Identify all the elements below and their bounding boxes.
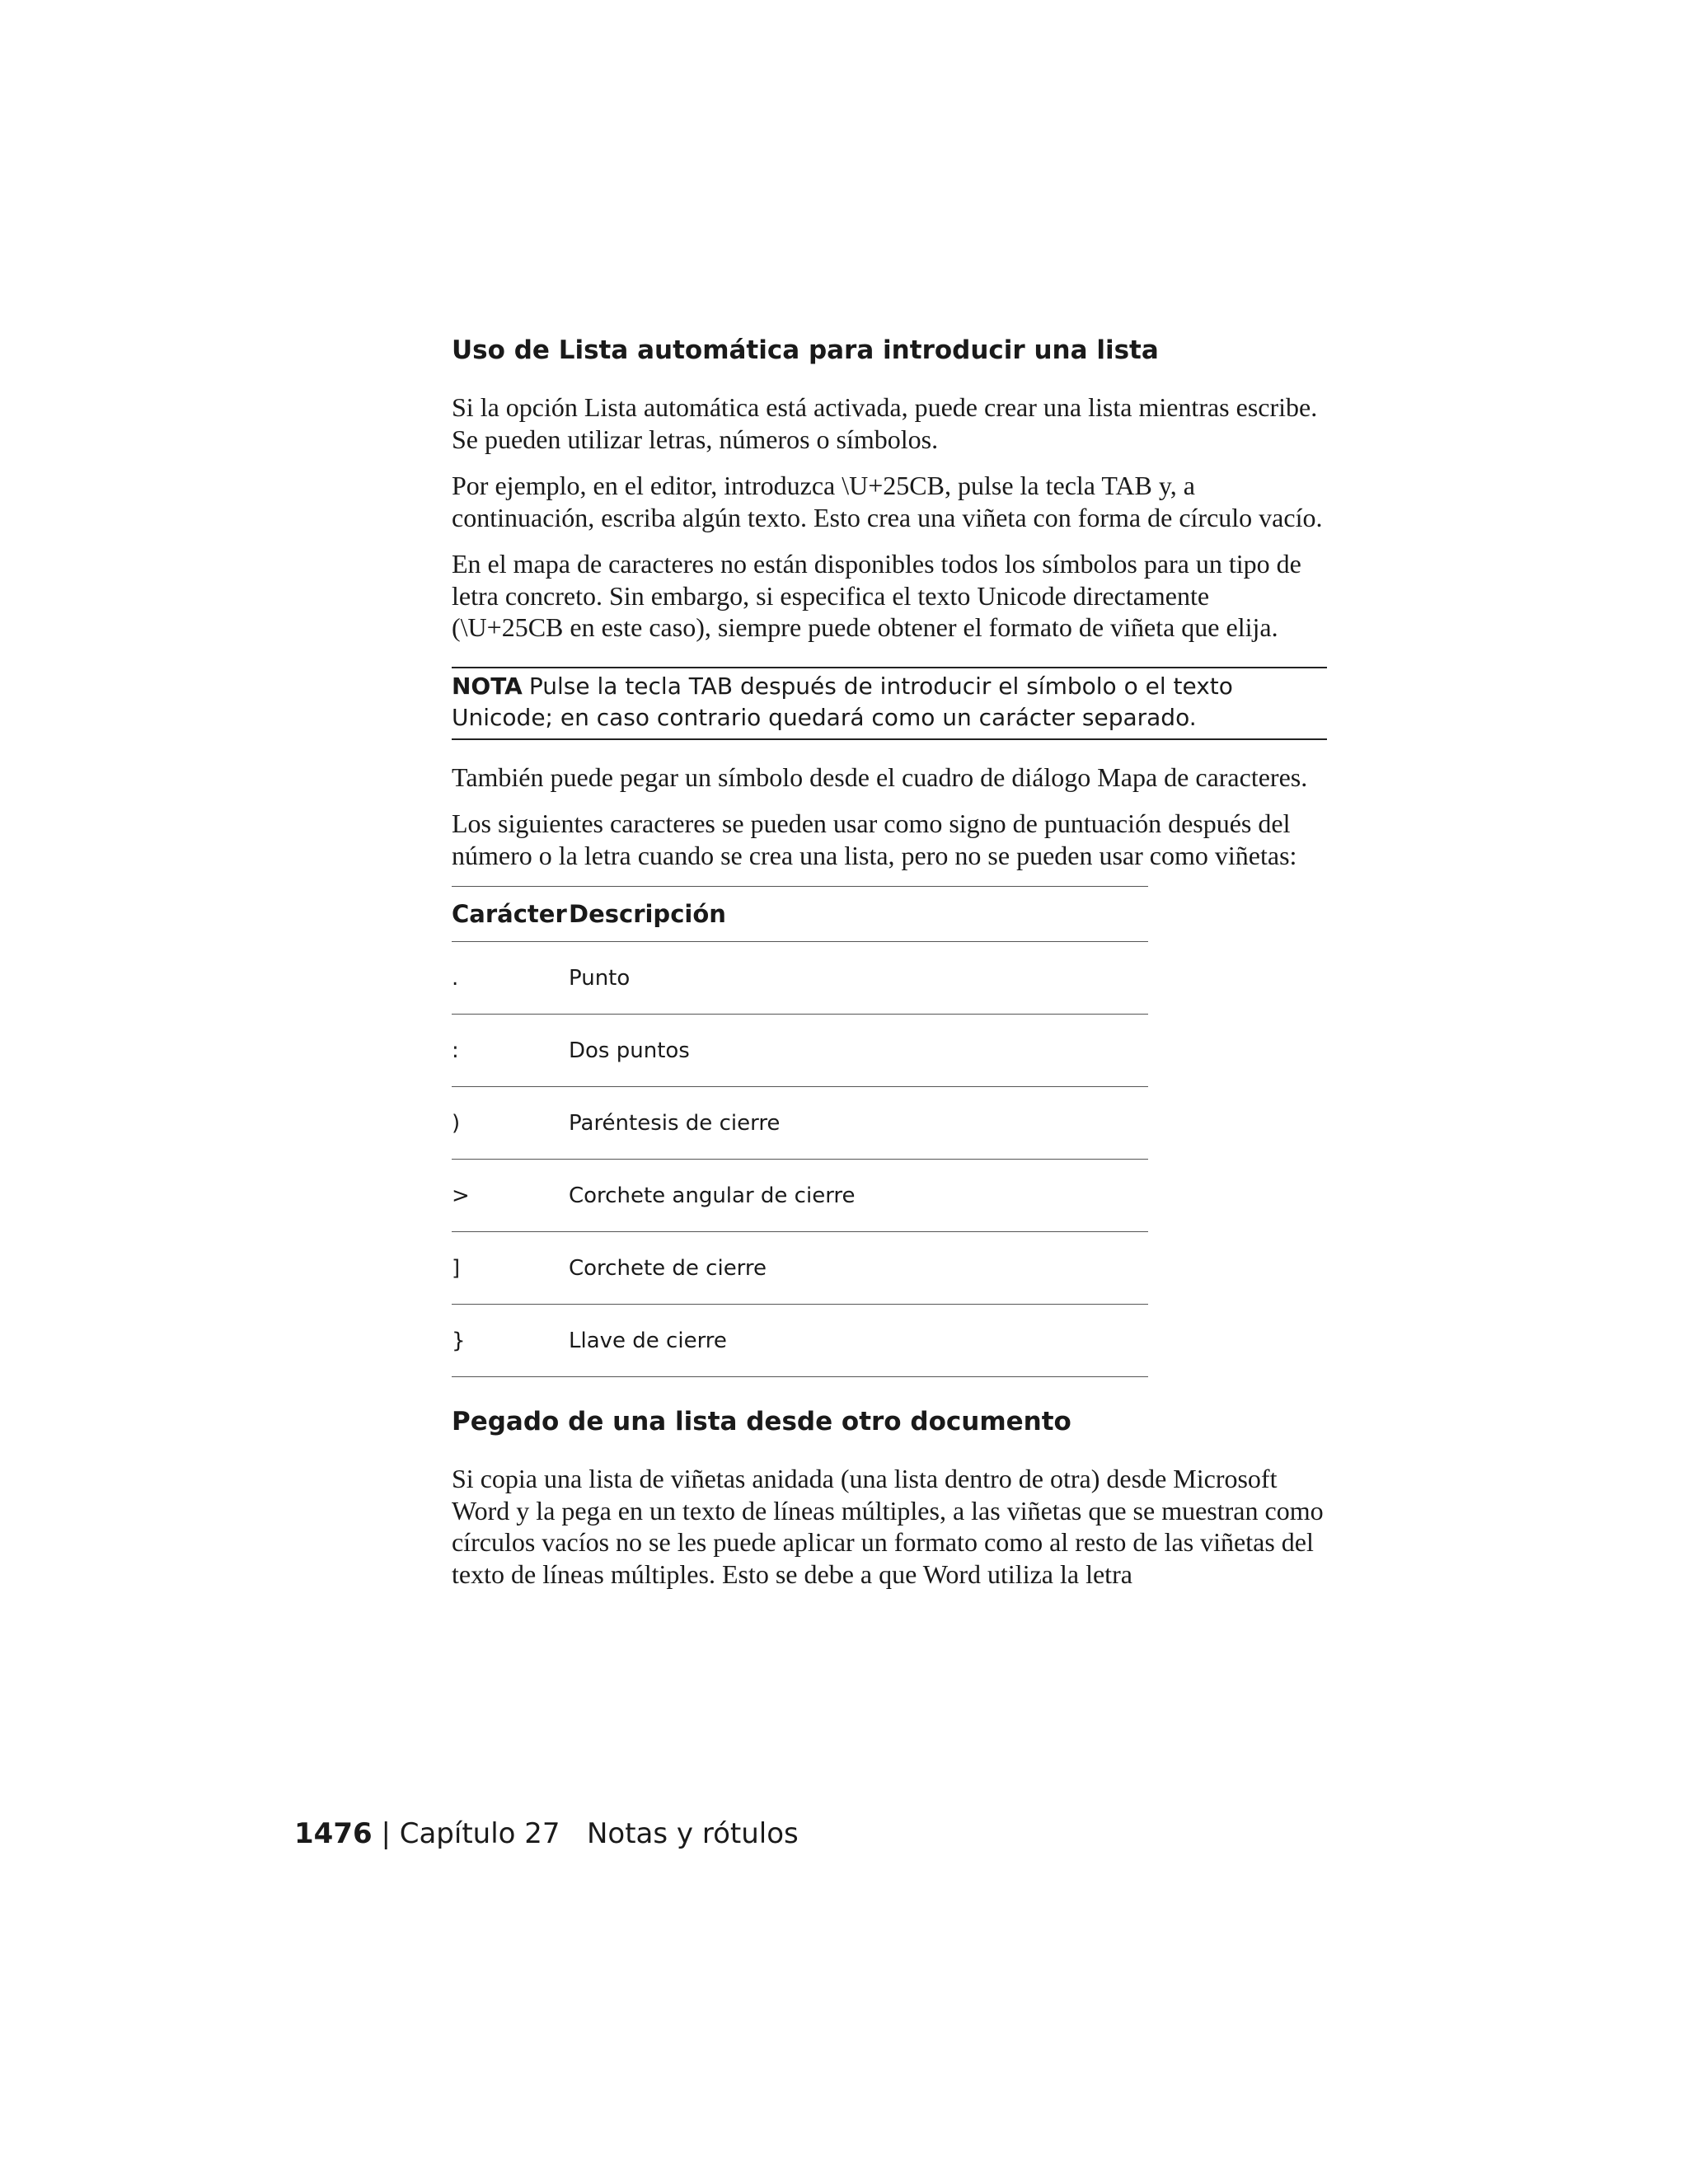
chapter-title: Notas y rótulos [586, 1817, 799, 1850]
paragraph: Si copia una lista de viñetas anidada (una lista dentro de otra) desde Microsoft Word y la pega en un texto de líneas múltiples, a las viñetas que se muestran como círculos vacíos no se les puede aplicar un formato como al resto de las viñetas del texto de líneas múltiples. Esto se debe a que Word utiliza la letra [452, 1464, 1324, 1589]
table-cell-character: > [452, 1160, 569, 1232]
paragraph: Por ejemplo, en el editor, introduzca \U+25CB, pulse la tecla TAB y, a continuación, escriba algún texto. Esto crea una viñeta con forma de círculo vacío. [452, 471, 1323, 532]
table-cell-character: ] [452, 1232, 569, 1305]
table-cell-description: Corchete angular de cierre [569, 1160, 1148, 1232]
note-text: Pulse la tecla TAB después de introducir el símbolo o el texto Unicode; en caso contrario quedará como un carácter separado. [452, 672, 1233, 731]
table-row [452, 1305, 1148, 1377]
page-number: 1476 [294, 1817, 373, 1850]
table-cell-character: : [452, 1015, 569, 1087]
table-header-row [452, 887, 1148, 942]
table-cell-description: Corchete de cierre [569, 1232, 1148, 1305]
table-row [452, 1087, 1148, 1160]
paragraph: También puede pegar un símbolo desde el cuadro de diálogo Mapa de caracteres. [452, 762, 1308, 792]
note-label: NOTA [452, 672, 523, 700]
chapter-label: Capítulo 27 [399, 1817, 560, 1850]
footer-separator: | [381, 1817, 391, 1850]
page-footer [294, 1817, 799, 1850]
section-heading-pegado-lista: Pegado de una lista desde otro documento [452, 1407, 1071, 1436]
table-cell-character: ) [452, 1087, 569, 1160]
table-cell-description: Paréntesis de cierre [569, 1087, 1148, 1160]
column-header-caracter: Carácter [452, 887, 569, 942]
table-row [452, 1232, 1148, 1305]
table-cell-description: Llave de cierre [569, 1305, 1148, 1377]
page-content [452, 334, 1327, 1605]
table-cell-description: Dos puntos [569, 1015, 1148, 1087]
table-row [452, 1160, 1148, 1232]
table-cell-character: } [452, 1305, 569, 1377]
table-cell-description: Punto [569, 942, 1148, 1015]
punctuation-table [452, 886, 1148, 1377]
column-header-descripcion: Descripción [569, 887, 1148, 942]
paragraph: Los siguientes caracteres se pueden usar como signo de puntuación después del número o la letra cuando se crea una lista, pero no se pueden usar como viñetas: [452, 808, 1297, 870]
table-row [452, 942, 1148, 1015]
paragraph: En el mapa de caracteres no están disponibles todos los símbolos para un tipo de letra concreto. Sin embargo, si especifica el texto Unicode directamente (\U+25CB en este caso), siempre puede obtener el formato de viñeta que elija. [452, 549, 1301, 642]
table-cell-character: . [452, 942, 569, 1015]
note-box [452, 667, 1327, 740]
table-row [452, 1015, 1148, 1087]
paragraph: Si la opción Lista automática está activada, puede crear una lista mientras escribe. Se pueden utilizar letras, números o símbolos. [452, 392, 1318, 454]
section-heading-lista-automatica: Uso de Lista automática para introducir una lista [452, 335, 1159, 365]
